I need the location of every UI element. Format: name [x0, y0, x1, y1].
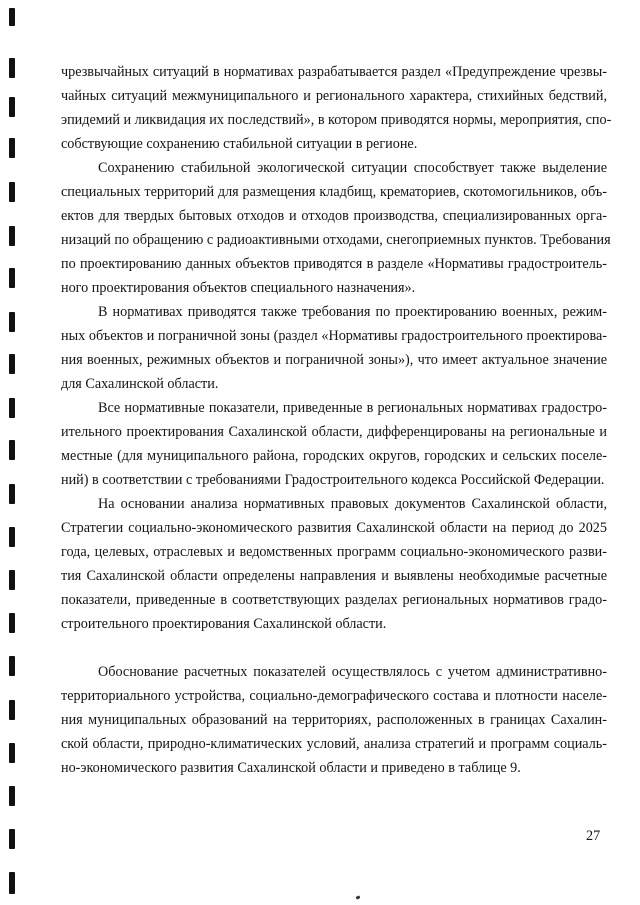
text-line: В нормативах приводятся также требования по проектированию военных, режим-: [98, 304, 607, 320]
paragraph-gap: [61, 636, 607, 660]
binding-hole-marks: [0, 0, 20, 905]
binding-mark: [9, 138, 15, 158]
binding-mark: [9, 440, 15, 460]
text-line: ительного проектирования Сахалинской области, дифференцированы на региональные и: [61, 424, 607, 440]
paragraph-6: [61, 660, 607, 780]
text-line: для Сахалинской области.: [61, 376, 219, 392]
text-line: На основании анализа нормативных правовых документов Сахалинской области,: [98, 496, 607, 512]
binding-mark: [9, 354, 15, 374]
text-line: по проектированию данных объектов приводятся в разделе «Нормативы градостроитель-: [61, 256, 607, 272]
paragraph-5: [61, 492, 607, 636]
text-line: года, целевых, отраслевых и ведомственных программ социально-экономического разви-: [61, 544, 607, 560]
text-line: Все нормативные показатели, приведенные в региональных нормативах градостро-: [98, 400, 607, 416]
binding-mark: [9, 829, 15, 849]
text-line: строительного проектирования Сахалинской области.: [61, 616, 387, 632]
text-line: низаций по обращению с радиоактивными отходами, снегоприемных пунктов. Требования: [61, 232, 611, 248]
text-line: показатели, приведенные в соответствующих разделах региональных нормативов градо-: [61, 592, 607, 608]
binding-mark: [9, 872, 15, 894]
binding-mark: [9, 786, 15, 806]
binding-mark: [9, 700, 15, 720]
text-line: территориального устройства, социально-демографического состава и плотности населе-: [61, 688, 607, 704]
text-line: Стратегии социально-экономического развития Сахалинской области на период до 2025: [61, 520, 607, 536]
binding-mark: [9, 398, 15, 418]
text-line: чрезвычайных ситуаций в нормативах разрабатывается раздел «Предупреждение чрезвы-: [61, 64, 607, 80]
binding-mark: [9, 656, 15, 676]
text-line: ний) в соответствии с требованиями Градостроительного кодекса Российской Федерации.: [61, 472, 605, 488]
text-line: Сохранению стабильной экологической ситуации способствует также выделение: [98, 160, 607, 176]
document-body: [61, 60, 612, 780]
scan-speck: [356, 895, 361, 899]
page-number: 27: [586, 828, 601, 844]
binding-mark: [9, 570, 15, 590]
binding-mark: [9, 743, 15, 763]
paragraph-2: [61, 156, 611, 300]
binding-mark: [9, 97, 15, 117]
binding-mark: [9, 8, 15, 26]
text-line: тия Сахалинской области определены направления и выявлены необходимые расчетные: [61, 568, 607, 584]
text-line: эпидемий и ликвидация их последствий», в котором приводятся нормы, мероприятия, спо-: [61, 112, 612, 128]
text-line: местные (для муниципального района, городских округов, городских и сельских поселе-: [61, 448, 607, 464]
text-line: ного проектирования объектов специального назначения».: [61, 280, 416, 296]
paragraph-4: [61, 396, 607, 492]
binding-mark: [9, 484, 15, 504]
paragraph-3: [61, 300, 607, 396]
binding-mark: [9, 58, 15, 78]
binding-mark: [9, 226, 15, 246]
binding-mark: [9, 268, 15, 288]
text-line: ных объектов и пограничной зоны (раздел «Нормативы градостроительного проектирова-: [61, 328, 607, 344]
binding-mark: [9, 613, 15, 633]
paragraph-1: [61, 60, 612, 156]
binding-mark: [9, 312, 15, 332]
text-line: ской области, природно-климатических условий, анализа стратегий и программ социаль-: [61, 736, 607, 752]
text-line: собствующие сохранению стабильной ситуации в регионе.: [61, 136, 418, 152]
text-line: ектов для твердых бытовых отходов и отходов производства, специализированных орга-: [61, 208, 607, 224]
text-line: чайных ситуаций межмуниципального и регионального характера, стихийных бедствий,: [61, 88, 607, 104]
text-line: ния военных, режимных объектов и пограничной зоны»), что имеет актуальное значение: [61, 352, 607, 368]
text-line: ния муниципальных образований на территориях, расположенных в границах Сахалин-: [61, 712, 607, 728]
text-line: специальных территорий для размещения кладбищ, крематориев, скотомогильников, объ-: [61, 184, 607, 200]
binding-mark: [9, 182, 15, 202]
text-line: но-экономического развития Сахалинской области и приведено в таблице 9.: [61, 760, 521, 776]
binding-mark: [9, 527, 15, 547]
text-line: Обоснование расчетных показателей осуществлялось с учетом административно-: [98, 664, 607, 680]
